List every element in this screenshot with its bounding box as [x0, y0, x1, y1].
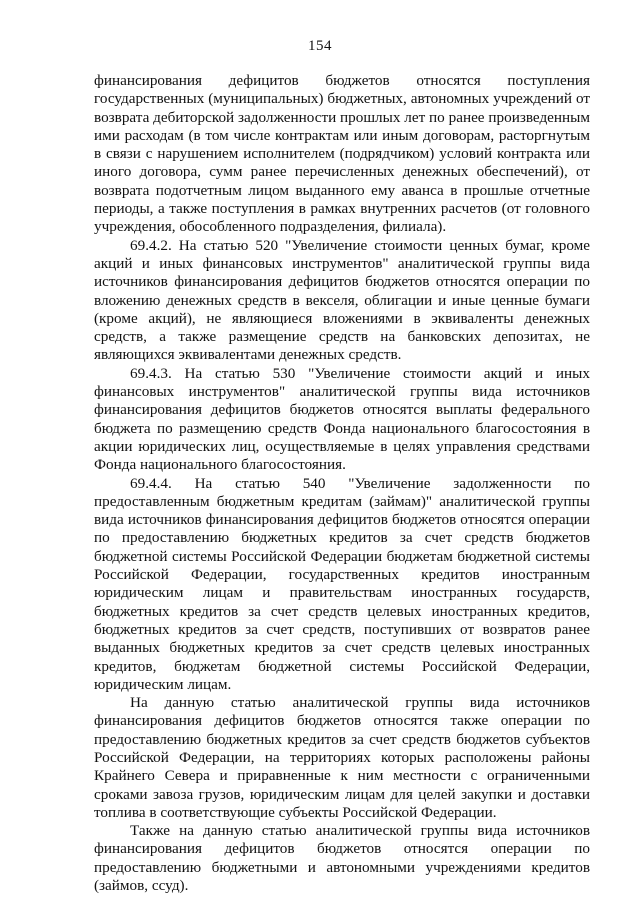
paragraph-69-4-4-institutions: Также на данную статью аналитической группы вида источников финансирования дефицитов бюджетов относятся операции по предоставлению бюджетными и автономными учреждениями кредитов (займов, ссуд).: [94, 822, 590, 895]
paragraph-69-4-2: 69.4.2. На статью 520 "Увеличение стоимости ценных бумаг, кроме акций и иных финансовых инструментов" аналитической группы вида источников финансирования дефицитов бюджетов относятся операции по вложению денежных средств в векселя, облигации и иные ценные бумаги (кроме акций), не являющиеся вложениями в эквиваленты денежных средств, а также размещение средств на банковских депозитах, не являющихся эквивалентами денежных средств.: [94, 236, 590, 364]
document-body: [94, 72, 590, 895]
paragraph-69-4-4-regions: На данную статью аналитической группы вида источников финансирования дефицитов бюджетов относятся также операции по предоставлению бюджетных кредитов за счет средств бюджетов субъектов Российской Федерации, на территориях которых расположены районы Крайнего Севера и приравненные к ним местности с ограниченными сроками завоза грузов, юридическим лицам для целей закупки и доставки топлива в соответствующие субъекты Российской Федерации.: [94, 694, 590, 821]
paragraph-69-4-3: 69.4.3. На статью 530 "Увеличение стоимости акций и иных финансовых инструментов" аналитической группы вида источников финансирования дефицитов бюджетов относятся выплаты федерального бюджета по размещению средств Фонда национального благосостояния в акции юридических лиц, осуществляемые в целях управления средствами Фонда национального благосостояния.: [94, 364, 590, 474]
paragraph-continuation: финансирования дефицитов бюджетов относятся поступления государственных (муниципальных) бюджетных, автономных учреждений от возврата дебиторской задолженности прошлых лет по ранее произведенным ими расходам (в том числе контрактам или иным договорам, расторгнутым в связи с нарушением исполнителем (подрядчиком) условий контракта или иного договора, сумм ранее перечисленных денежных обеспечений), от возврата подотчетным лицом выданного ему аванса в прошлые отчетные периоды, а также поступления в рамках внутренних расчетов (от головного учреждения, обособленного подразделения, филиала).: [94, 72, 590, 236]
paragraph-69-4-4: 69.4.4. На статью 540 "Увеличение задолженности по предоставленным бюджетным кредитам (займам)" аналитической группы вида источников финансирования дефицитов бюджетов относятся операции по предоставлению бюджетных кредитов за счет средств бюджетов бюджетной системы Российской Федерации бюджетам бюджетной системы Российской Федерации, государственных кредитов иностранным юридическим лицам и правительствам иностранных государств, бюджетных кредитов за счет средств целевых иностранных кредитов, бюджетных кредитов за счет средств, поступивших от возвратов ранее выданных бюджетных кредитов за счет средств целевых иностранных кредитов, бюджетам бюджетной системы Российской Федерации, юридическим лицам.: [94, 474, 590, 693]
page-number: 154: [308, 38, 332, 54]
